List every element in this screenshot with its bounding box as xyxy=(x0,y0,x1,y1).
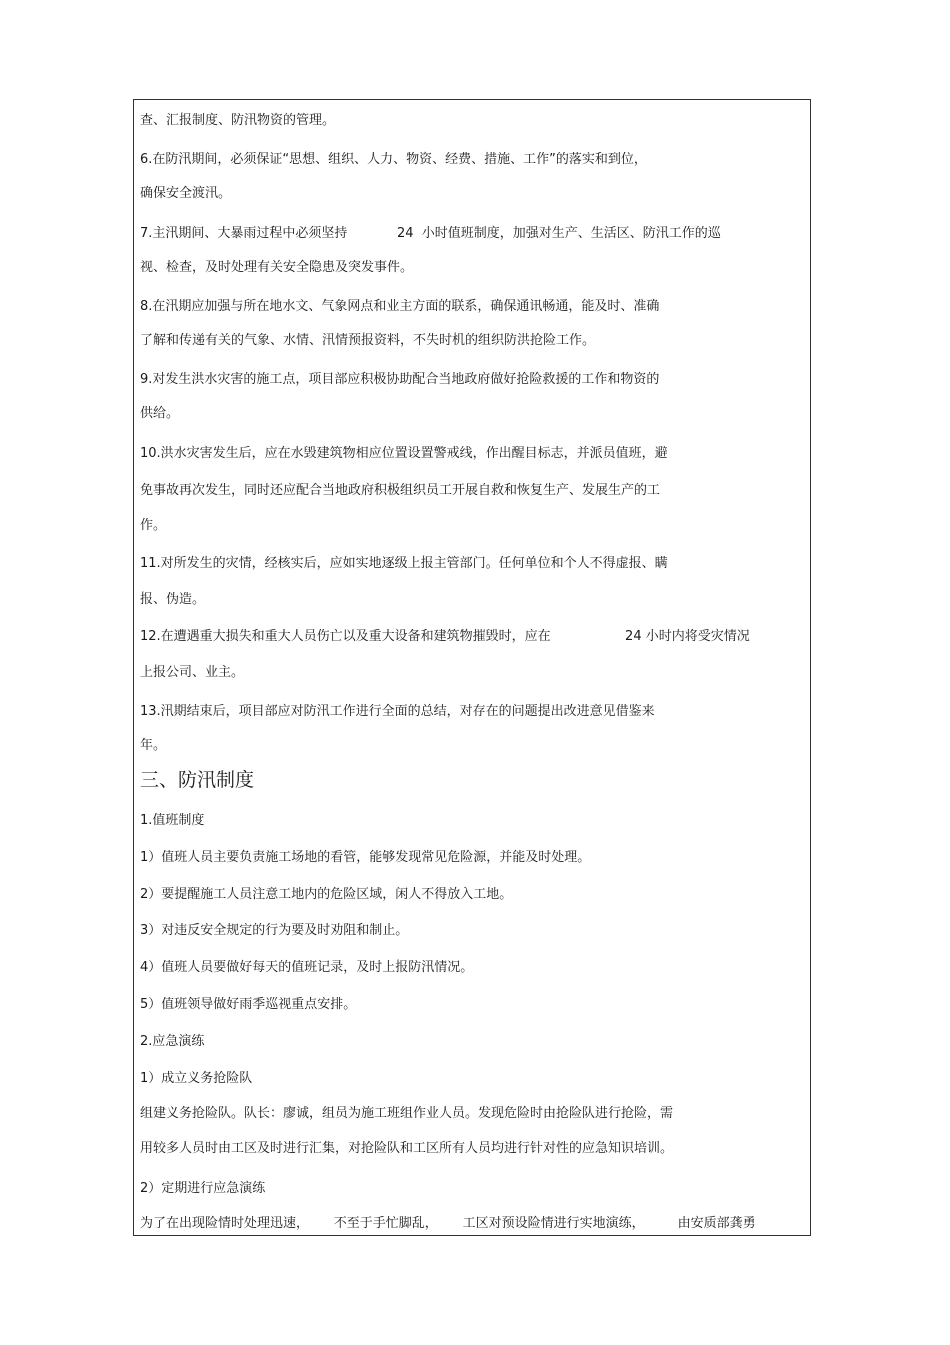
text-line: 视、检查，及时处理有关安全隐患及突发事件。 xyxy=(140,260,414,275)
text-line: 6.在防汛期间，必须保证“思想、组织、人力、物资、经费、措施、工作”的落实和到位， xyxy=(140,152,647,167)
text-line: 1）值班人员主要负责施工场地的看管，能够发现常见危险源，并能及时处理。 xyxy=(140,850,591,865)
text-line: 10.洪水灾害发生后，应在水毁建筑物相应位置设置警戒线，作出醒目标志，并派员值班，避 xyxy=(140,446,668,461)
text-line: 8.在汛期应加强与所在地水文、气象网点和业主方面的联系，确保通讯畅通，能及时、准确 xyxy=(140,299,660,314)
text-line: 11.对所发生的灾情，经核实后，应如实地逐级上报主管部门。任何单位和个人不得虚报、瞒 xyxy=(140,556,668,571)
text-line: 组建义务抢险队。队长：廖诚，组员为施工班组作业人员。发现危险时由抢险队进行抢险，需 xyxy=(140,1106,674,1121)
section-heading: 三、防汛制度 xyxy=(140,769,255,791)
text-line: 用较多人员时由工区及时进行汇集，对抢险队和工区所有人员均进行针对性的应急知识培训。 xyxy=(140,1141,674,1156)
text-line: 年。 xyxy=(140,738,167,753)
text-line: 5）值班领导做好雨季巡视重点安排。 xyxy=(140,997,357,1012)
text-line: 供给。 xyxy=(140,406,180,421)
text-line: 上报公司、业主。 xyxy=(140,665,245,680)
text-line: 2）要提醒施工人员注意工地内的危险区域，闲人不得放入工地。 xyxy=(140,887,513,902)
text-line: 1）成立义务抢险队 xyxy=(140,1071,253,1086)
text-line: 3）对违反安全规定的行为要及时劝阻和制止。 xyxy=(140,923,409,938)
text-line: 2）定期进行应急演练 xyxy=(140,1181,266,1196)
text-line: 7.主汛期间、大暴雨过程中必须坚持 24 小时值班制度，加强对生产、生活区、防汛工作的巡 xyxy=(140,226,721,241)
text-line: 2.应急演练 xyxy=(140,1034,205,1049)
text-line: 了解和传递有关的气象、水情、汛情预报资料，不失时机的组织防洪抢险工作。 xyxy=(140,333,596,348)
text-line: 查、汇报制度、防汛物资的管理。 xyxy=(140,113,336,128)
text-line: 4）值班人员要做好每天的值班记录，及时上报防汛情况。 xyxy=(140,960,474,975)
text-line: 1.值班制度 xyxy=(140,813,205,828)
text-line: 确保安全渡汛。 xyxy=(140,186,232,201)
text-line: 12.在遭遇重大损失和重大人员伤亡以及重大设备和建筑物摧毁时，应在 24 小时内将受灾情况 xyxy=(140,629,750,644)
text-line: 免事故再次发生，同时还应配合当地政府积极组织员工开展自救和恢复生产、发展生产的工 xyxy=(140,483,661,498)
text-line: 作。 xyxy=(140,518,167,533)
text-line: 报、伪造。 xyxy=(140,592,206,607)
text-line: 9.对发生洪水灾害的施工点，项目部应积极协助配合当地政府做好抢险救援的工作和物资的 xyxy=(140,372,660,387)
text-line: 为了在出现险情时处理迅速， 不至于手忙脚乱， 工区对预设险情进行实地演练， 由安质部龚勇 xyxy=(140,1216,756,1231)
text-line: 13.汛期结束后，项目部应对防汛工作进行全面的总结，对存在的问题提出改进意见借鉴来 xyxy=(140,704,655,719)
